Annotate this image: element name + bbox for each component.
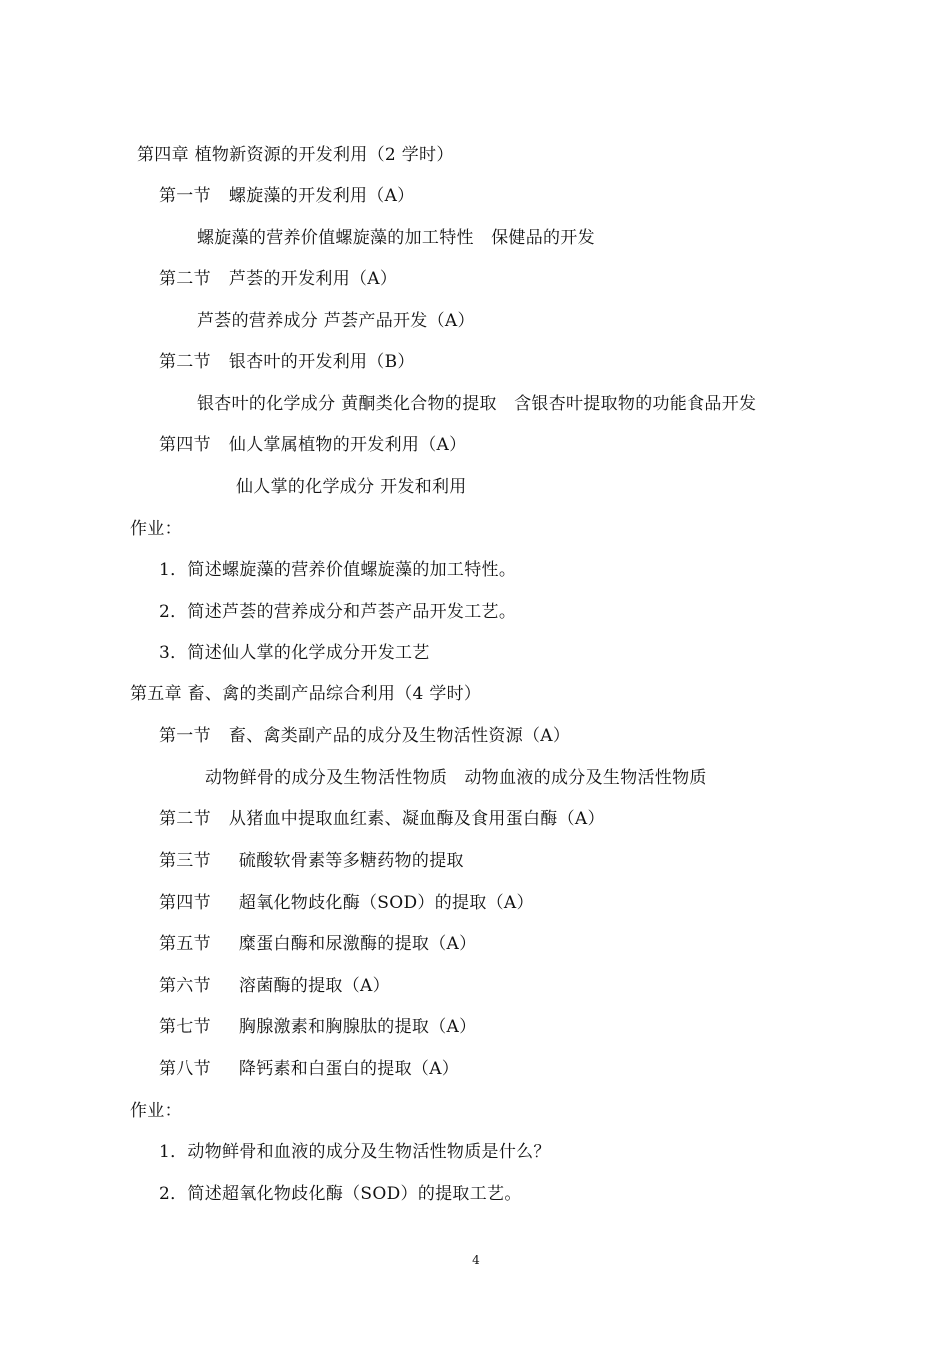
section-label: 第二节 xyxy=(159,809,211,829)
chapter-5-section-7-heading xyxy=(159,1016,476,1038)
chapter-5-section-1-heading xyxy=(159,725,570,747)
chapter-5-section-6-heading xyxy=(159,975,390,997)
section-label: 第二节 xyxy=(159,352,211,372)
chapter-4-homework-item: 1．简述螺旋藻的营养价值螺旋藻的加工特性。 xyxy=(159,560,517,580)
section-title: 银杏叶的开发利用（B） xyxy=(228,352,415,372)
chapter-5-homework-item: 1．动物鲜骨和血液的成分及生物活性物质是什么？ xyxy=(159,1142,551,1162)
page-number: 4 xyxy=(472,1253,480,1267)
section-title: 糜蛋白酶和尿激酶的提取（A） xyxy=(238,934,477,954)
chapter-4-section-1-content: 螺旋藻的营养价值螺旋藻的加工特性 保健品的开发 xyxy=(197,228,595,248)
chapter-4-section-4-heading xyxy=(159,434,466,456)
section-label: 第七节 xyxy=(159,1017,211,1037)
section-title: 硫酸软骨素等多糖药物的提取 xyxy=(238,851,464,871)
section-label: 第一节 xyxy=(159,186,211,206)
chapter-4-section-2-heading xyxy=(159,268,397,290)
section-label: 第三节 xyxy=(159,851,211,871)
section-label: 第二节 xyxy=(159,269,211,289)
section-label: 第六节 xyxy=(159,976,211,996)
chapter-5-title: 第五章 畜、禽的类副产品综合利用（4 学时） xyxy=(130,684,482,704)
section-title: 芦荟的开发利用（A） xyxy=(228,269,398,289)
chapter-4-homework-item: 2．简述芦荟的营养成分和芦荟产品开发工艺。 xyxy=(159,602,517,622)
section-label: 第一节 xyxy=(159,726,211,746)
chapter-4-section-4-content: 仙人掌的化学成分 开发和利用 xyxy=(236,477,467,497)
chapter-5-section-1-content: 动物鲜骨的成分及生物活性物质 动物血液的成分及生物活性物质 xyxy=(205,768,707,788)
section-label: 第四节 xyxy=(159,893,211,913)
section-title: 螺旋藻的开发利用（A） xyxy=(228,186,415,206)
chapter-5-section-3-heading xyxy=(159,850,464,872)
chapter-4-section-3-heading xyxy=(159,351,415,373)
chapter-5-homework-label: 作业： xyxy=(130,1101,182,1121)
section-title: 超氧化物歧化酶（SOD）的提取（A） xyxy=(238,893,534,913)
chapter-4-homework-label: 作业： xyxy=(130,519,182,539)
chapter-4-section-3-content: 银杏叶的化学成分 黄酮类化合物的提取 含银杏叶提取物的功能食品开发 xyxy=(197,394,757,414)
section-title: 胸腺激素和胸腺肽的提取（A） xyxy=(238,1017,477,1037)
section-title: 溶菌酶的提取（A） xyxy=(238,976,390,996)
section-title: 畜、禽类副产品的成分及生物活性资源（A） xyxy=(228,726,571,746)
chapter-5-homework-item: 2．简述超氧化物歧化酶（SOD）的提取工艺。 xyxy=(159,1184,522,1204)
chapter-4-title: 第四章 植物新资源的开发利用（2 学时） xyxy=(137,145,454,165)
chapter-5-section-8-heading xyxy=(159,1058,459,1080)
section-title: 降钙素和白蛋白的提取（A） xyxy=(238,1059,460,1079)
chapter-5-section-4-heading xyxy=(159,892,534,914)
chapter-4-section-1-heading xyxy=(159,185,414,207)
section-title: 仙人掌属植物的开发利用（A） xyxy=(228,435,467,455)
chapter-4-homework-item: 3．简述仙人掌的化学成分开发工艺 xyxy=(159,643,430,663)
chapter-4-section-2-content: 芦荟的营养成分 芦荟产品开发（A） xyxy=(197,311,475,331)
chapter-5-section-2-heading xyxy=(159,808,605,830)
chapter-5-section-5-heading xyxy=(159,933,476,955)
section-label: 第五节 xyxy=(159,934,211,954)
section-label: 第四节 xyxy=(159,435,211,455)
section-title: 从猪血中提取血红素、凝血酶及食用蛋白酶（A） xyxy=(228,809,605,829)
section-label: 第八节 xyxy=(159,1059,211,1079)
